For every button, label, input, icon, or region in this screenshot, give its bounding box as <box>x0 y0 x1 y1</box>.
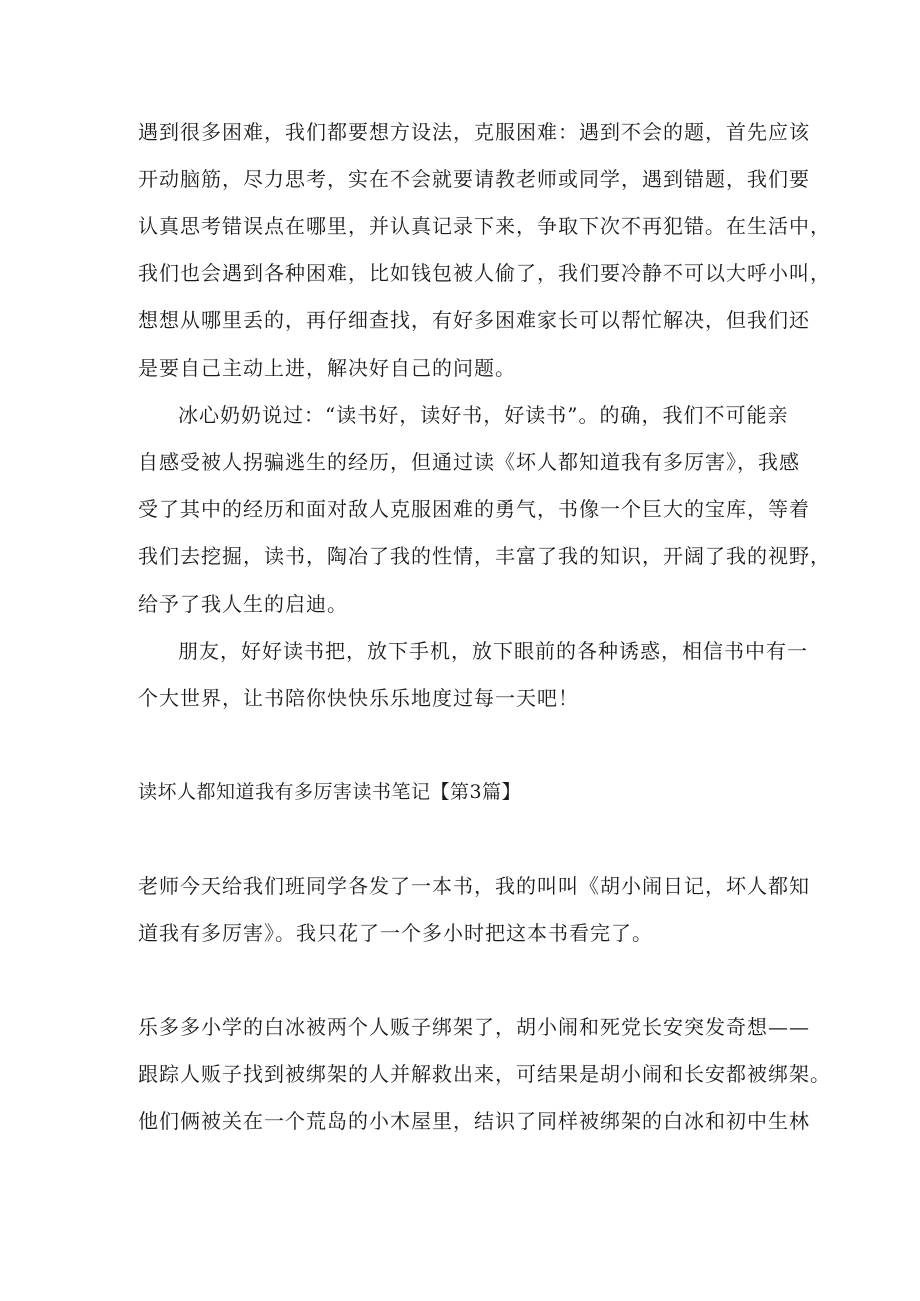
paragraph-line: 给予了我人生的启迪。 <box>138 592 348 616</box>
paragraph-line: 我们也会遇到各种困难，比如钱包被人偷了，我们要冷静不可以大呼小叫， <box>138 261 831 285</box>
section-title: 读坏人都知道我有多厉害读书笔记【第3篇】 <box>138 781 522 803</box>
paragraph-line: 朋友，好好读书把，放下手机，放下眼前的各种诱惑，相信书中有一 <box>178 639 808 663</box>
paragraph-line: 想想从哪里丢的，再仔细查找，有好多困难家长可以帮忙解决，但我们还 <box>138 308 810 332</box>
paragraph-line: 道我有多厉害》。我只花了一个多小时把这本书看完了。 <box>138 921 653 945</box>
paragraph-line: 认真思考错误点在哪里，并认真记录下来，争取下次不再犯错。在生活中， <box>138 214 831 238</box>
paragraph-line: 自感受被人拐骗逃生的经历，但通过读《坏人都知道我有多厉害》，我感 <box>138 450 800 474</box>
paragraph-line: 老师今天给我们班同学各发了一本书，我的叫叫《胡小闹日记，坏人都知 <box>138 874 810 898</box>
paragraph-line: 受了其中的经历和面对敌人克服困难的勇气，书像一个巨大的宝库，等着 <box>138 497 810 521</box>
paragraph-line: 个大世界，让书陪你快快乐乐地度过每一天吧！ <box>138 686 579 710</box>
paragraph-line: 是要自己主动上进，解决好自己的问题。 <box>138 356 516 380</box>
paragraph-line: 遇到很多困难，我们都要想方设法，克服困难：遇到不会的题，首先应该 <box>138 120 810 144</box>
paragraph-line: 跟踪人贩子找到被绑架的人并解救出来，可结果是胡小闹和长安都被绑架。 <box>138 1062 831 1086</box>
paragraph-line: 我们去挖掘，读书，陶冶了我的性情，丰富了我的知识，开阔了我的视野， <box>138 544 831 568</box>
paragraph-line: 他们俩被关在一个荒岛的小木屋里，结识了同样被绑架的白冰和初中生林 <box>138 1109 810 1133</box>
paragraph-line: 冰心奶奶说过：“读书好，读好书，好读书”。的确，我们不可能亲 <box>178 403 789 427</box>
paragraph-line: 乐多多小学的白冰被两个人贩子绑架了，胡小闹和死党长安突发奇想—— <box>138 1015 810 1039</box>
paragraph-line: 开动脑筋，尽力思考，实在不会就要请教老师或同学，遇到错题，我们要 <box>138 167 810 191</box>
